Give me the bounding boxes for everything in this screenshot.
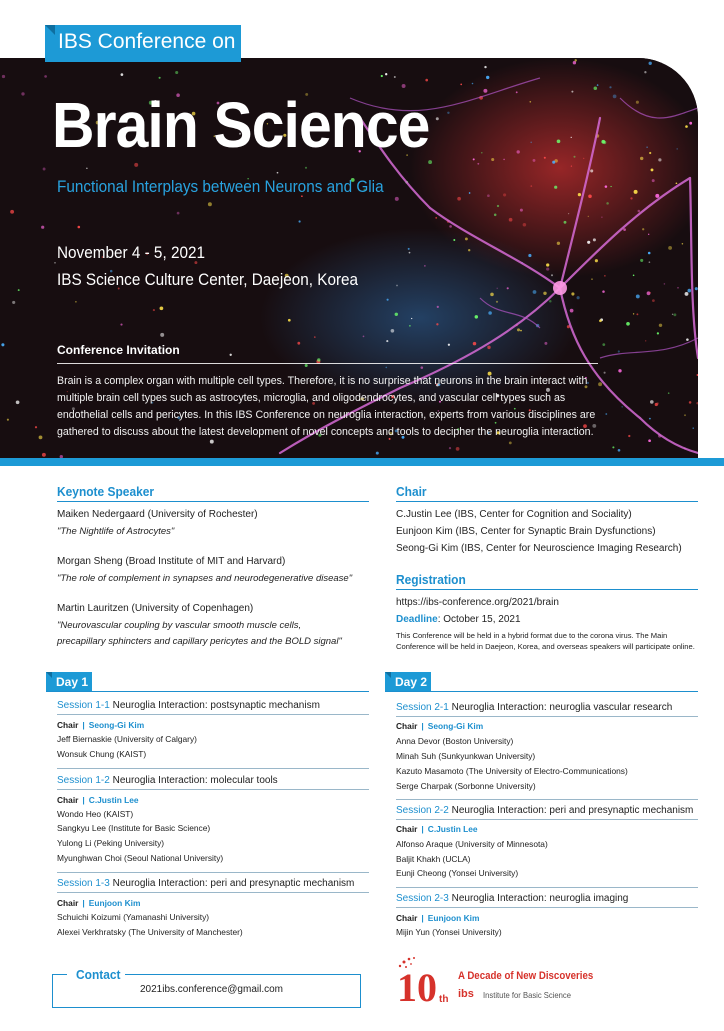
day1-rule [46, 691, 369, 692]
session-title: Neuroglia Interaction: neuroglia vascular research [451, 702, 673, 713]
chair-label: Chair [57, 720, 79, 730]
session-heading [396, 805, 693, 816]
chair-name: Seong-Gi Kim [88, 720, 145, 730]
chair-label: Chair [396, 721, 418, 731]
session-title: Neuroglia Interaction: molecular tools [112, 775, 278, 786]
talk-title: "Neurovascular coupling by vascular smooth muscle cells, [57, 620, 302, 631]
contact-box-edge [125, 974, 361, 975]
session-code: Session 2-1 [396, 702, 449, 713]
ibs-10th-anniversary-logo [395, 955, 455, 1005]
chair-affiliation: (IBS, Center for Synaptic Brain Dysfunctions) [455, 526, 656, 537]
speaker-name: Morgan Sheng [57, 556, 123, 567]
chair-affiliation: (IBS, Center for Neuroscience Imaging Research) [461, 543, 682, 554]
chair-item [396, 526, 656, 537]
chair-label: Chair [57, 795, 79, 805]
session-title: Neuroglia Interaction: peri and presynaptic mechanism [112, 878, 355, 889]
chair-name: Seong-Gi Kim [427, 721, 484, 731]
chair-name: C.Justin Lee [396, 509, 452, 520]
chair-rule [396, 501, 698, 502]
chair-name: Seong-Gi Kim [396, 543, 459, 554]
chair-heading: Chair [396, 484, 427, 499]
chair-name: Eunjoon Kim [427, 913, 480, 923]
session-title: Neuroglia Interaction: postsynaptic mechanism [112, 700, 320, 711]
speaker: Yulong Li (Peking University) [57, 838, 165, 848]
deadline-label: Deadline [396, 614, 438, 625]
session-rule [57, 872, 369, 873]
speaker: Anna Devor (Boston University) [396, 736, 514, 746]
speaker: Schuichi Koizumi (Yamanashi University) [57, 912, 210, 922]
session-rule [57, 892, 369, 893]
conference-tag-label: IBS Conference on [58, 30, 236, 53]
session-code: Session 1-1 [57, 700, 110, 711]
speaker-affiliation: (Broad Institute of MIT and Harvard) [125, 556, 286, 567]
session-chair: Chair | C.Justin Lee [57, 795, 139, 805]
speaker: Wondo Heo (KAIST) [57, 809, 134, 819]
invitation-divider [57, 363, 598, 364]
speaker: Wonsuk Chung (KAIST) [57, 749, 147, 759]
chair-label: Chair [396, 913, 418, 923]
session-code: Session 2-3 [396, 893, 449, 904]
session-heading [57, 775, 278, 786]
chair-affiliation: (IBS, Center for Cognition and Sociality) [454, 509, 632, 520]
chair-label: Chair [396, 824, 418, 834]
session-chair: Chair | C.Justin Lee [396, 824, 478, 834]
keynote-rule [57, 501, 369, 502]
day2-tab: Day 2 [385, 672, 431, 691]
session-chair: Chair | Seong-Gi Kim [57, 720, 145, 730]
keynote-speaker [57, 556, 285, 567]
speaker: Minah Suh (Sunkyunkwan University) [396, 751, 536, 761]
chair-item [396, 509, 632, 520]
session-rule [57, 768, 369, 769]
registration-url[interactable]: https://ibs-conference.org/2021/brain [396, 597, 559, 608]
speaker-name: Martin Lauritzen [57, 603, 129, 614]
keynote-speaker [57, 603, 253, 614]
invitation-line: gathered to discuss about the latest development of novel concepts and tools to decipher the neuroglia interaction. [57, 426, 594, 438]
session-chair: Chair | Eunjoon Kim [396, 913, 480, 923]
session-heading [396, 702, 672, 713]
speaker: Baljit Khakh (UCLA) [396, 854, 471, 864]
session-title: Neuroglia Interaction: peri and presynaptic mechanism [451, 805, 694, 816]
keynote-speaker [57, 509, 258, 520]
speaker-affiliation: (University of Copenhagen) [131, 603, 254, 614]
day2-tab-fold [385, 672, 391, 678]
session-code: Session 1-3 [57, 878, 110, 889]
speaker-name: Maiken Nedergaard [57, 509, 145, 520]
section-divider-bar [0, 458, 724, 466]
speaker: Eunji Cheong (Yonsei University) [396, 868, 519, 878]
day1-tab-fold [46, 672, 52, 678]
session-rule [57, 789, 369, 790]
registration-rule [396, 589, 698, 590]
invitation-heading: Conference Invitation [57, 343, 180, 357]
session-chair: Chair | Seong-Gi Kim [396, 721, 484, 731]
contact-heading: Contact [76, 967, 121, 982]
talk-title: "The Nightlife of Astrocytes" [57, 526, 175, 537]
session-rule [396, 819, 698, 820]
session-rule [57, 714, 369, 715]
day2-rule [385, 691, 698, 692]
invitation-line: endothelial cells and pericytes. In this IBS Conference on neuroglia interaction, experts from various disciplines are [57, 409, 596, 421]
registration-heading: Registration [396, 572, 466, 587]
speaker: Jeff Biernaskie (University of Calgary) [57, 734, 197, 744]
speaker-affiliation: (University of Rochester) [147, 509, 258, 520]
session-rule [396, 907, 698, 908]
institute-name: Institute for Basic Science [483, 990, 572, 1000]
chair-label: Chair [57, 898, 79, 908]
session-code: Session 2-2 [396, 805, 449, 816]
contact-email-link[interactable]: 2021ibs.conference@gmail.com [140, 984, 284, 995]
invitation-line: multiple brain cell types such as astrocytes, microglia, and oligodendrocytes, and vascular cell types such as [57, 392, 566, 404]
speaker: Myunghwan Choi (Seoul National University) [57, 853, 224, 863]
invitation-text [57, 373, 617, 441]
page-subtitle: Functional Interplays between Neurons and Glia [57, 177, 384, 196]
deadline-value: : October 15, 2021 [437, 614, 521, 625]
conference-venue: IBS Science Culture Center, Daejeon, Korea [57, 270, 359, 289]
speaker: Alfonso Araque (University of Minnesota) [396, 839, 548, 849]
speaker: Kazuto Masamoto (The University of Electro-Communications) [396, 766, 628, 776]
page-title: Brain Science [52, 89, 430, 161]
logo-tagline: A Decade of New Discoveries [458, 970, 594, 982]
session-rule [396, 716, 698, 717]
session-title: Neuroglia Interaction: neuroglia imaging [451, 893, 629, 904]
session-rule [396, 799, 698, 800]
tag-fold [45, 25, 55, 35]
session-rule [396, 887, 698, 888]
speaker: Alexei Verkhratsky (The University of Manchester) [57, 927, 243, 937]
speaker: Sangkyu Lee (Institute for Basic Science) [57, 823, 211, 833]
session-heading [57, 700, 320, 711]
chair-name: C.Justin Lee [88, 795, 139, 805]
chair-name: Eunjoon Kim [88, 898, 141, 908]
invitation-line: Brain is a complex organ with multiple cell types. Therefore, it is no surprise that neurons in the brain interact with [57, 375, 588, 387]
day1-tab: Day 1 [46, 672, 92, 691]
conference-dates: November 4 - 5, 2021 [57, 243, 205, 262]
session-heading [57, 878, 354, 889]
svg-text:th: th [439, 994, 449, 1005]
session-chair: Chair | Eunjoon Kim [57, 898, 141, 908]
session-heading [396, 893, 628, 904]
registration-note: This Conference will be held in a hybrid format due to the corona virus. The Main Conference will be held in Daejeon, Korea, and overseas speakers will participate online. [396, 631, 695, 651]
speaker: Serge Charpak (Sorbonne University) [396, 781, 536, 791]
chair-name: Eunjoon Kim [396, 526, 453, 537]
talk-title: precapillary sphincters and capillary pericytes and the BOLD signal" [57, 636, 342, 647]
chair-item [396, 543, 682, 554]
chair-name: C.Justin Lee [427, 824, 478, 834]
session-code: Session 1-2 [57, 775, 110, 786]
ibs-wordmark: ibs [458, 988, 474, 1000]
contact-box-edge [52, 974, 67, 975]
talk-title: "The role of complement in synapses and neurodegenerative disease" [57, 573, 353, 584]
speaker: Mijin Yun (Yonsei University) [396, 927, 502, 937]
registration-deadline [396, 614, 521, 625]
keynote-heading: Keynote Speaker [57, 484, 155, 499]
svg-text:10: 10 [397, 965, 437, 1005]
